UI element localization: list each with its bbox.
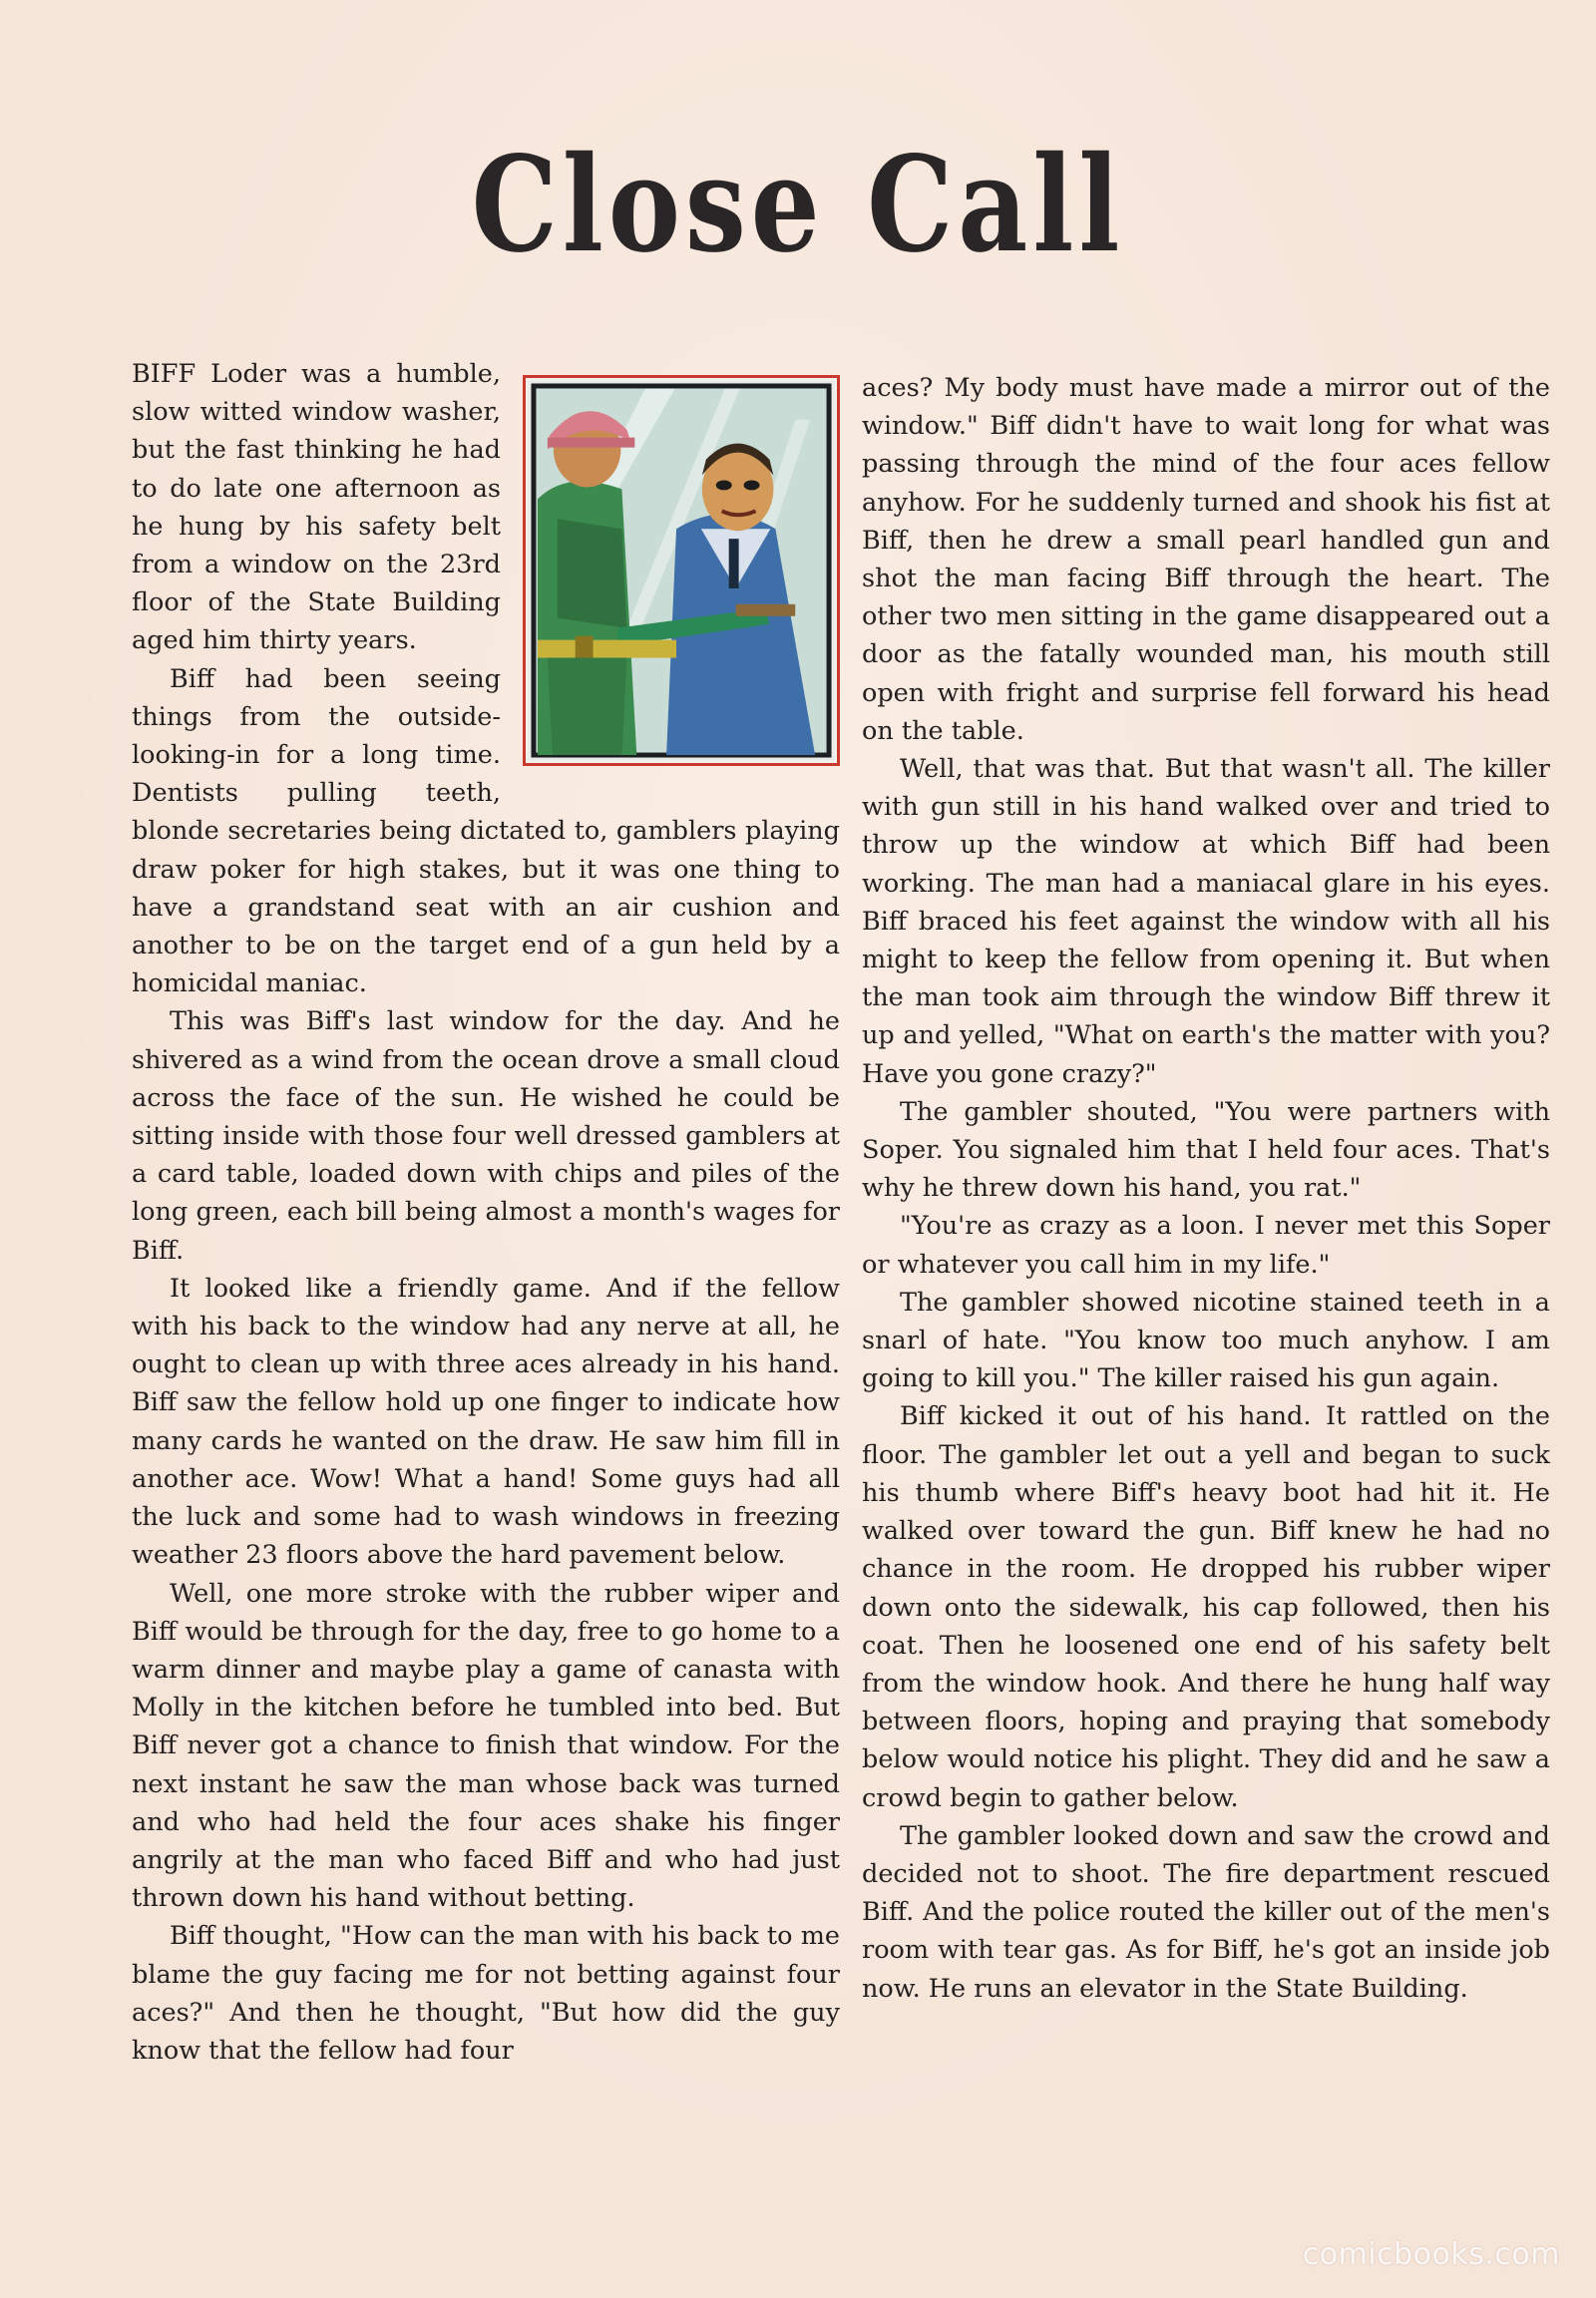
paragraph: Well, one more stroke with the rubber wiper and Biff would be through for the day, free to go home to a warm dinner and maybe play a game of canasta with Molly in the kitchen before he tumbled into bed. But Biff never got a chance to finish that window. For the next instant he saw the man whose back was turned and who had held the four aces shake his finger angrily at the man who faced Biff and who had just thrown down his hand without betting. — [132, 1578, 840, 1914]
left-column — [132, 355, 840, 2150]
paragraph: Well, that was that. But that wasn't all. The killer with gun still in his hand walked over and tried to throw up the window at which Biff had been working. The man had a maniacal glare in his eyes. Biff braced his feet against the window with all his might to keep the fellow from opening it. But when the man took aim through the window Biff threw it up and yelled, "What on earth's the matter with you? Have you gone crazy?" — [862, 754, 1550, 1089]
paragraph: It looked like a friendly game. And if the fellow with his back to the window had any nerve at all, he ought to clean up with three aces already in his hand. Biff saw the fellow hold up one finger to indicate how many cards he wanted on the draw. He saw him fill in another ace. Wow! What a hand! Some guys had all the luck and some had to wash windows in freezing weather 23 floors above the hard pavement below. — [132, 1273, 840, 1571]
paragraph: "You're as crazy as a loon. I never met this Soper or whatever you call him in my life." — [862, 1211, 1550, 1280]
paragraph: The gambler showed nicotine stained teeth in a snarl of hate. "You know too much anyhow. I am going to kill you." The killer raised his gun again. — [862, 1287, 1550, 1394]
paragraph: Biff thought, "How can the man with his back to me blame the guy facing me for not betting against four aces?" And then he thought, "But how did the guy know that the fellow had four — [132, 1921, 840, 2066]
right-column — [862, 369, 1550, 2164]
paragraph: The gambler looked down and saw the crowd and decided not to shoot. The fire department rescued Biff. And the police routed the killer out of the men's room with tear gas. As for Biff, he's got an inside job now. He runs an elevator in the State Building. — [862, 1820, 1550, 2004]
paragraph: BIFF Loder was a humble, slow witted window washer, but the fast thinking he had to do late one afternoon as he hung by his safety belt from a window on the 23rd floor of the State Building aged him thirty years. — [132, 359, 501, 656]
story-title: Close Call — [471, 128, 1125, 282]
paragraph: Biff had been seeing things from the outside-looking-in for a long time. Dentists pulling teeth, blonde secretaries being dictated to, gamblers playing draw poker for high stakes, but it was one thing to have a grandstand seat with an air cushion and another to be on the target end of a gun held by a homicidal maniac. — [132, 663, 840, 999]
paragraph: The gambler shouted, "You were partners with Soper. You signaled him that I held four aces. That's why he threw down his hand, you rat." — [862, 1096, 1550, 1204]
watermark: comicbooks.com — [1302, 2237, 1560, 2272]
paragraph: Biff kicked it out of his hand. It rattled on the floor. The gambler let out a yell and began to suck his thumb where Biff's heavy boot had hit it. He walked over toward the gun. Biff knew he had no chance in the room. He dropped his rubber wiper down onto the sidewalk, his cap followed, then his coat. Then he loosened one end of his safety belt from the window hook. And there he hung half way between floors, hoping and praying that somebody below would notice his plight. They did and he saw a crowd begin to gather below. — [862, 1401, 1550, 1813]
illustration-window-washer-and-gambler — [523, 375, 840, 766]
paragraph: This was Biff's last window for the day. And he shivered as a wind from the ocean drove a small cloud across the face of the sun. He wished he could be sitting inside with those four well dressed gamblers at a card table, loaded down with chips and piles of the long green, each bill being almost a month's wages for Biff. — [132, 1006, 840, 1266]
illustration-art — [528, 380, 835, 761]
paragraph: aces? My body must have made a mirror out of the window." Biff didn't have to wait long for what was passing through the mind of the four aces fellow anyhow. For he suddenly turned and shook his fist at Biff, then he drew a small pearl handled gun and shot the man facing Biff through the heart. The other two men sitting in the game disappeared out a door as the fatally wounded man, his mouth still open with fright and surprise fell forward his head on the table. — [862, 373, 1550, 746]
